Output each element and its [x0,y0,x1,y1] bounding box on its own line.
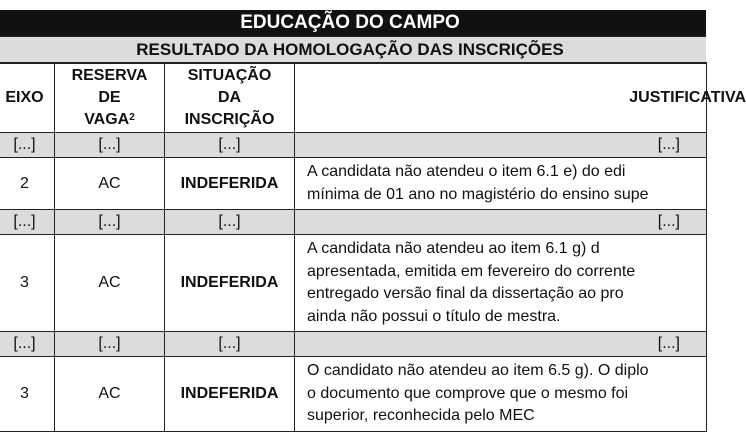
ellipsis-row: [...] [...] [...] [...] [0,133,707,158]
col-header-eixo: EIXO [0,63,55,133]
col-header-reserva: RESERVA DE VAGA$^2$ [55,63,165,133]
table-row [0,235,707,332]
cell-situacao: INDEFERIDA [165,235,295,332]
table-title: EDUCAÇÃO DO CAMPO [0,10,706,36]
table-row [0,158,707,210]
cell-situacao: INDEFERIDA [165,357,295,432]
cell-eixo: 2 [0,158,55,210]
table-subtitle: RESULTADO DA HOMOLOGAÇÃO DAS INSCRIÇÕES [0,36,706,64]
cell-reserva: AC [55,235,165,332]
cell-situacao: INDEFERIDA [165,158,295,210]
col-header-situacao: SITUAÇÃO DA INSCRIÇÃO [165,63,295,133]
ellipsis-row: [...] [...] [...] [...] [0,332,707,357]
table-row [0,357,707,432]
cell-justificativa: A candidata não atendeu ao item 6.1 g) d apresentada, emitida em fevereiro do corrente entregado versão final da dissertação ao pro ainda não possui o título de mestra. [295,235,707,332]
ellipsis-row: [...] [...] [...] [...] [0,210,707,235]
header-row [0,63,707,133]
cell-reserva: AC [55,357,165,432]
cell-justificativa: O candidato não atendeu ao item 6.5 g). O diplo o documento que comprove que o mesmo foi superior, reconhecida pelo MEC [295,357,707,432]
cell-reserva: AC [55,158,165,210]
cell-eixo: 3 [0,357,55,432]
cell-justificativa: A candidata não atendeu o item 6.1 e) do edi mínima de 01 ano no magistério do ensino supe [295,158,707,210]
results-table [0,62,746,432]
col-header-justificativa: JUSTIFICATIVA [295,63,707,133]
cell-eixo: 3 [0,235,55,332]
